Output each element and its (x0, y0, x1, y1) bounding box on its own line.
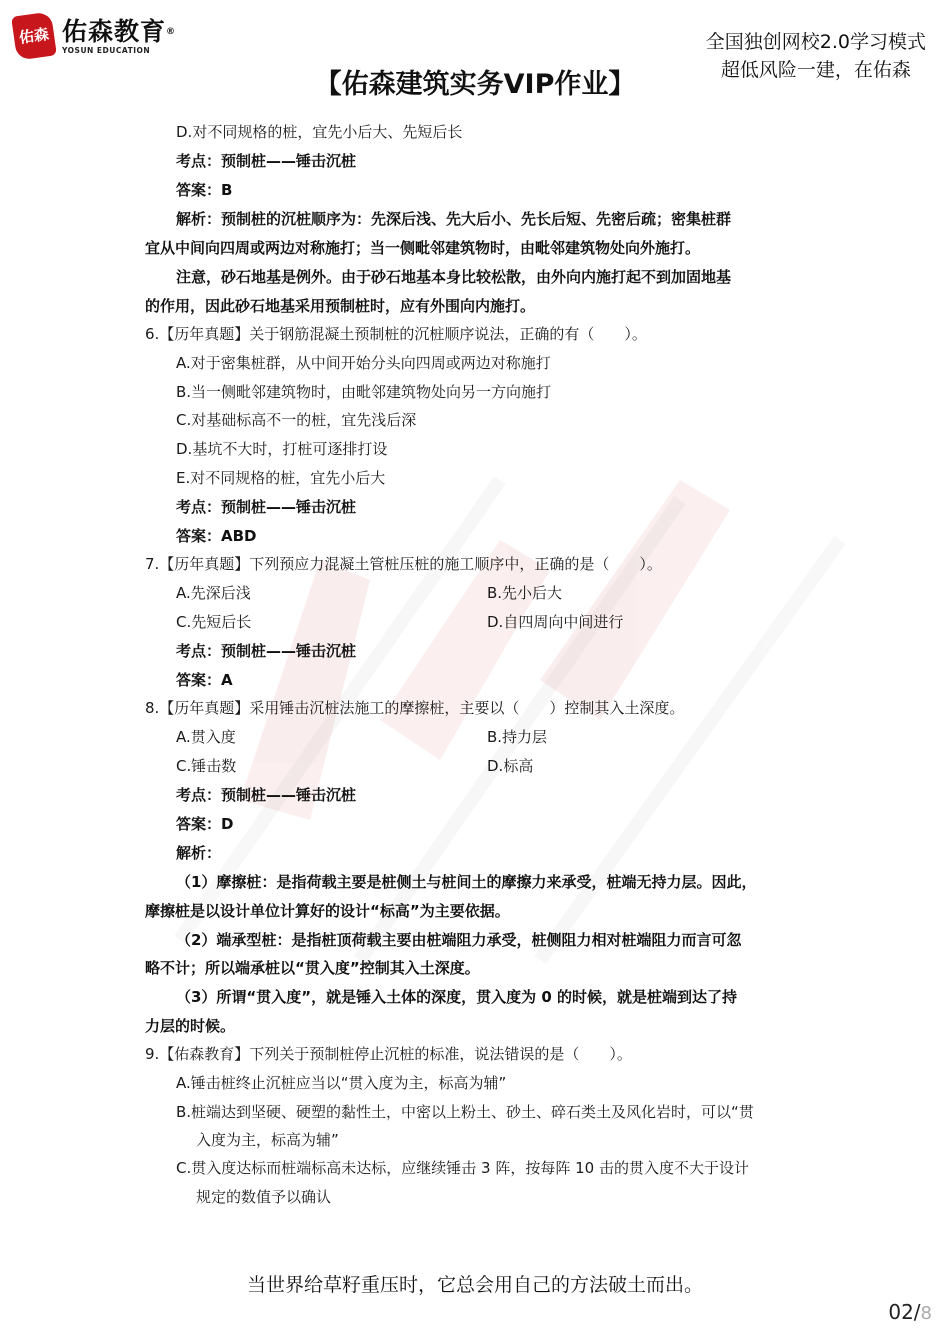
document-title: 【佑森建筑实务VIP作业】 (314, 69, 636, 100)
q6-option-c: C.对基础标高不一的桩，宜先浅后深 (176, 411, 417, 429)
q8-para2-line-2: 略不计；所以端承桩以“贯入度”控制其入土深度。 (145, 959, 480, 977)
tagline-line-2: 超低风险一建，在佑森 (720, 59, 911, 81)
q8-option-a: A.贯入度 (176, 728, 236, 746)
tagline-line-1: 全国独创网校2.0学习模式 (705, 31, 926, 53)
q5-kaodian: 考点：预制桩——锤击沉桩 (176, 152, 357, 170)
page-total: 8 (920, 1303, 932, 1324)
q5-analysis-line-1: 解析：预制桩的沉桩顺序为：先深后浅、先大后小、先长后短、先密后疏；密集桩群 (176, 210, 732, 228)
q9-option-b-line-1: B.桩端达到坚硬、硬塑的黏性土，中密以上粉土、砂土、碎石类土及风化岩时，可以“贯 (176, 1103, 754, 1121)
q8-para1-line-1: （1）摩擦桩：是指荷载主要是桩侧土与桩间土的摩擦力来承受，桩端无持力层。因此， (176, 873, 757, 891)
q5-note-line-1: 注意，砂石地基是例外。由于砂石地基本身比较松散，由外向内施打起不到加固地基 (176, 268, 732, 286)
footer-motto: 当世界给草籽重压时，它总会用自己的方法破土而出。 (246, 1274, 703, 1296)
logo-seal-icon (11, 11, 57, 60)
q8-para3-line-1: （3）所谓“贯入度”，就是锤入土体的深度，贯入度为 0 的时候，就是桩端到达了持 (176, 988, 738, 1006)
logo-chinese (62, 18, 176, 46)
q8-option-c: C.锤击数 (176, 757, 237, 775)
q6-kaodian: 考点：预制桩——锤击沉桩 (176, 498, 357, 516)
q9-option-c-line-1: C.贯入度达标而桩端标高未达标，应继续锤击 3 阵，按每阵 10 击的贯入度不大于设计 (176, 1159, 749, 1177)
q6-option-a: A.对于密集桩群，从中间开始分头向四周或两边对称施打 (176, 354, 551, 372)
logo-seal-text: 佑森 (17, 24, 51, 48)
q7-option-d: D.自四周向中间进行 (487, 613, 624, 631)
logo-chinese-text: 佑森教育 (62, 16, 167, 46)
q8-stem: 8.【历年真题】采用锤击沉桩法施工的摩擦桩，主要以（ ）控制其入土深度。 (145, 699, 685, 717)
q5-analysis-line-2: 宜从中间向四周或两边对称施打；当一侧毗邻建筑物时，由毗邻建筑物处向外施打。 (145, 239, 701, 257)
q9-option-a: A.锤击桩终止沉桩应当以“贯入度为主，标高为辅” (176, 1074, 507, 1092)
q7-stem: 7.【历年真题】下列预应力混凝土管桩压桩的施工顺序中，正确的是（ ）。 (145, 555, 662, 573)
q9-option-b-line-2: 入度为主，标高为辅” (196, 1131, 339, 1149)
q5-option-d: D.对不同规格的桩，宜先小后大、先短后长 (176, 123, 463, 141)
q8-para3-line-2: 力层的时候。 (145, 1017, 236, 1035)
q7-option-b: B.先小后大 (487, 584, 563, 602)
q8-para2-line-1: （2）端承型桩：是指桩顶荷载主要由桩端阻力承受，桩侧阻力相对桩端阻力而言可忽 (176, 931, 742, 949)
q6-option-d: D.基坑不大时，打桩可逐排打设 (176, 440, 388, 458)
q8-analysis-label: 解析： (176, 844, 222, 862)
q8-option-d: D.标高 (487, 757, 534, 775)
q5-note-line-2: 的作用，因此砂石地基采用预制桩时，应有外围向内施打。 (145, 297, 536, 315)
q6-option-b: B.当一侧毗邻建筑物时，由毗邻建筑物处向另一方向施打 (176, 383, 552, 401)
q7-option-a: A.先深后浅 (176, 584, 251, 602)
registered-mark: ® (166, 26, 177, 37)
q6-answer: 答案：ABD (176, 527, 257, 545)
page-number (888, 1300, 932, 1324)
q6-stem: 6.【历年真题】关于钢筋混凝土预制桩的沉桩顺序说法，正确的有（ ）。 (145, 325, 647, 343)
q7-kaodian: 考点：预制桩——锤击沉桩 (176, 642, 357, 660)
q7-answer: 答案：A (176, 671, 233, 689)
q8-kaodian: 考点：预制桩——锤击沉桩 (176, 786, 357, 804)
q8-answer: 答案：D (176, 815, 234, 833)
page-current: 02/ (888, 1300, 921, 1324)
q9-option-c-line-2: 规定的数值予以确认 (196, 1188, 332, 1206)
q7-option-c: C.先短后长 (176, 613, 252, 631)
logo-english: YOSUN EDUCATION (62, 45, 151, 55)
brand-logo (14, 14, 176, 58)
q5-answer: 答案：B (176, 181, 233, 199)
q8-para1-line-2: 摩擦桩是以设计单位计算好的设计“标高”为主要依据。 (145, 902, 510, 920)
q8-option-b: B.持力层 (487, 728, 548, 746)
q9-stem: 9.【佑森教育】下列关于预制桩停止沉桩的标准，说法错误的是（ ）。 (145, 1045, 632, 1063)
q6-option-e: E.对不同规格的桩，宜先小后大 (176, 469, 386, 487)
logo-text (62, 18, 176, 55)
